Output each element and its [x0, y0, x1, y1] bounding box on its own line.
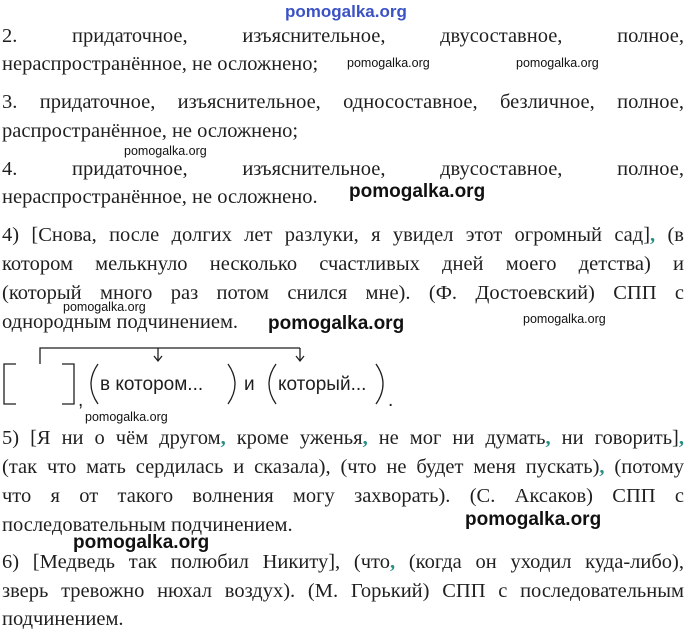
watermark: pomogalka.org	[349, 181, 486, 202]
watermark: pomogalka.org	[268, 313, 405, 334]
text: (потому	[604, 456, 684, 478]
item4-line2: нераспространённое, не осложнено.	[2, 186, 318, 208]
clause1-paren-right	[228, 364, 235, 404]
watermark-top: pomogalka.org	[285, 2, 407, 21]
clause2-paren-left	[269, 364, 276, 404]
sentence5-line4: последовательным подчинением.	[2, 514, 293, 536]
sentence-schema	[0, 342, 400, 420]
word: полное,	[617, 25, 684, 47]
sentence5-line2	[2, 455, 684, 479]
item3-line2: распространённое, не осложнено;	[2, 120, 299, 142]
word: придаточное,	[72, 158, 188, 180]
text: ни говорить]	[550, 427, 679, 449]
sentence4-line1	[2, 223, 684, 247]
word: двусоставное,	[440, 25, 563, 47]
connector-line	[40, 348, 300, 364]
sentence4-line2: котором мелькнуло несколько счастливых дней моего детства) и	[2, 253, 684, 275]
word: придаточное,	[72, 25, 188, 47]
item-number: 2.	[2, 25, 18, 47]
sentence6-line1	[2, 550, 684, 574]
watermark: pomogalka.org	[124, 144, 207, 158]
sentence5-line1	[2, 426, 684, 450]
text: 4) [Снова, после долгих лет разлуки, я увидел этот огромный сад]	[2, 224, 651, 246]
watermark: pomogalka.org	[63, 300, 146, 314]
sentence4-line4: однородным подчинением.	[2, 311, 239, 333]
watermark: pomogalka.org	[347, 56, 430, 70]
watermark: pomogalka.org	[465, 509, 602, 530]
clause1-paren-left	[91, 364, 98, 404]
schema-comma: ,	[78, 390, 84, 411]
text: (когда он уходил куда-либо),	[395, 551, 684, 573]
word: изъяснительное,	[242, 25, 386, 47]
watermark: pomogalka.org	[85, 410, 168, 424]
highlighted-comma: ,	[650, 224, 656, 246]
text: 5) [Я ни о чём другом	[2, 427, 221, 449]
text: не мог ни думать	[367, 427, 546, 449]
schema-conjunction: и	[244, 374, 255, 395]
watermark: pomogalka.org	[516, 56, 599, 70]
word: изъяснительное,	[242, 158, 386, 180]
item2-line1	[2, 24, 684, 48]
highlighted-comma: ,	[545, 427, 551, 449]
highlighted-comma: ,	[220, 427, 226, 449]
text: 6) [Медведь так полюбил Никиту], (что	[2, 551, 390, 573]
schema-clause1: в котором...	[100, 374, 204, 395]
item2-line2: нераспространённое, не осложнено;	[2, 53, 319, 75]
highlighted-comma: ,	[390, 551, 396, 573]
clause2-paren-right	[376, 364, 383, 404]
sentence5-line3: что я от такого волнения могу захворать). (С. Аксаков) СПП с	[2, 485, 684, 507]
highlighted-comma: ,	[362, 427, 368, 449]
text: (в	[655, 224, 684, 246]
schema-clause2: который...	[278, 374, 367, 395]
main-clause-bracket-left	[4, 364, 16, 404]
highlighted-comma: ,	[678, 427, 684, 449]
word: полное,	[617, 158, 684, 180]
sentence4-line3: (который много раз потом снился мне). (Ф. Достоевский) СПП с	[2, 282, 684, 304]
sentence6-line2: зверь тревожно нюхал воздух). (М. Горький) СПП с последовательным	[2, 580, 684, 602]
item3-line1: 3. придаточное, изъяснительное, односоставное, безличное, полное,	[2, 91, 684, 113]
watermark: pomogalka.org	[73, 532, 210, 553]
schema-period: .	[388, 390, 394, 411]
text: кроме уженья	[225, 427, 363, 449]
item-number: 4.	[2, 158, 18, 180]
highlighted-comma: ,	[599, 456, 605, 478]
text: (так что мать сердилась и сказала), (что не будет меня пускать)	[2, 456, 600, 478]
word: двусоставное,	[440, 158, 563, 180]
item4-line1	[2, 157, 684, 181]
main-clause-bracket-right	[62, 364, 74, 404]
sentence6-line3: подчинением.	[2, 608, 124, 630]
watermark: pomogalka.org	[523, 312, 606, 326]
